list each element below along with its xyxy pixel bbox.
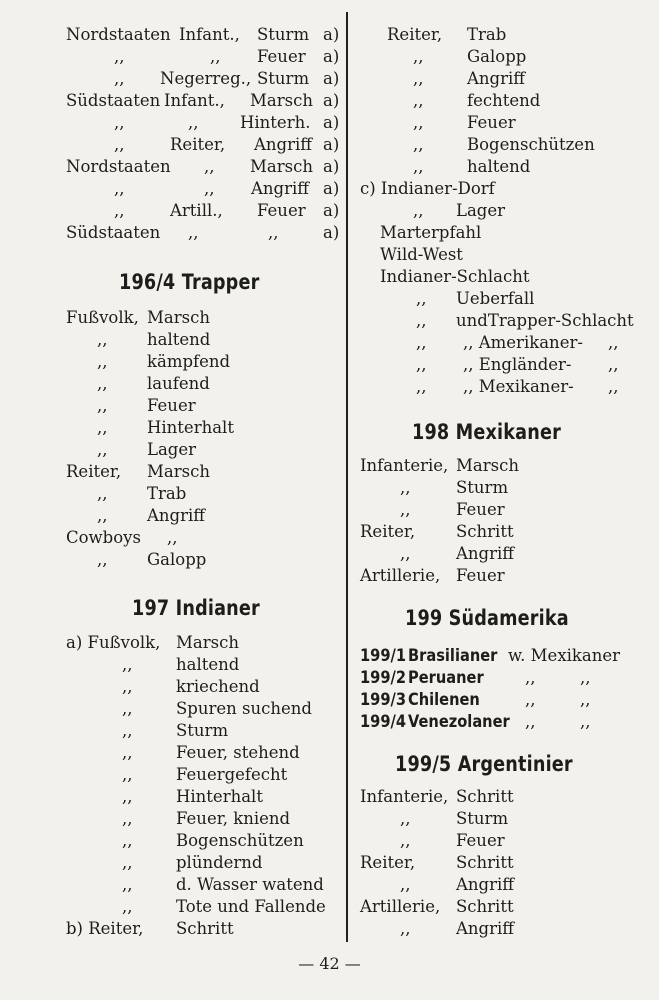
list-item: Fußvolk, Marsch [66,308,210,327]
list-item: ,, Hinterhalt [97,418,234,437]
list-item: ,, Angriff [400,919,514,938]
list-item: ,, Hinterhalt [122,787,263,806]
list-item: ,, ,, Hinterh. a) [114,113,340,132]
list-item: a) Fußvolk, Marsch [66,633,239,652]
list-item: ,, Angriff [413,69,525,88]
section-heading-indianer: 197 Indianer [132,596,260,620]
page-number: — 42 — [298,954,361,973]
list-item: ,, kriechend [122,677,260,696]
list-item: ,, haltend [122,655,240,674]
list-item: ,, Feuer, kniend [122,809,291,828]
column-divider [346,12,348,942]
list-item: ,, Angriff [400,875,514,894]
section-heading-suedamerika: 199 Südamerika [405,606,569,630]
list-item: ,, plündernd [122,853,263,872]
list-item: ,, Sturm [400,478,509,497]
list-item: ,, d. Wasser watend [122,875,324,894]
list-item: ,, Lager [413,201,506,220]
list-item: ,, haltend [413,157,531,176]
list-item: b) Reiter, Schritt [66,919,234,938]
list-item: ,, Feuer [413,113,516,132]
list-item: Infanterie, Marsch [360,456,519,475]
list-item: ,, ,, Engländer- ,, [416,355,619,374]
list-item: ,, Angriff [97,506,205,525]
list-item: ,, Sturm [400,809,509,828]
list-item: ,, haltend [97,330,211,349]
list-item: c) Indianer-Dorf [360,179,495,198]
list-item: ,, Feuer [400,500,505,519]
list-item: ,, Galopp [97,550,207,569]
list-item: ,, ,, Amerikaner- ,, [416,333,619,352]
list-item: Reiter, Marsch [66,462,210,481]
list-item: Nordstaaten Infant., Sturm a) [66,25,340,44]
list-item: ,, ,, Mexikaner- ,, [416,377,619,396]
list-item: ,, Ueberfall [416,289,535,308]
list-item: ,, Tote und Fallende [122,897,326,916]
list-item: Reiter, Schritt [360,853,514,872]
list-item: ,, Negerreg., Sturm a) [114,69,340,88]
list-item: ,, ,, Feuer a) [114,47,340,66]
list-item: ,, Reiter, Angriff a) [114,135,340,154]
list-item: Indianer-Schlacht [380,267,530,286]
list-item: ,, Feuer, stehend [122,743,300,762]
list-item: Infanterie, Schritt [360,787,514,806]
list-item: ,, Artill., Feuer a) [114,201,340,220]
list-item: 199/1 Brasilianer w. Mexikaner [360,646,621,666]
list-item: Artillerie, Feuer [360,566,505,585]
list-item: 199/3 Chilenen ,, ,, [360,690,591,710]
list-item: Wild-West [380,245,463,264]
list-item: Nordstaaten ,, Marsch a) [66,157,340,176]
list-item: ,, Trab [97,484,187,503]
list-item: Artillerie, Schritt [360,897,514,916]
list-item: ,, kämpfend [97,352,231,371]
list-item: ,, Spuren suchend [122,699,312,718]
list-item: 199/4 Venezolaner ,, ,, [360,712,591,732]
list-item: ,, Lager [97,440,197,459]
list-item: Cowboys ,, [66,528,178,547]
list-item: Südstaaten ,, ,, a) [66,223,340,242]
section-heading-argentinier: 199/5 Argentinier [395,752,573,776]
list-item: ,, Feuergefecht [122,765,288,784]
list-item: Reiter, Trab [387,25,507,44]
list-item: ,, Bogenschützen [122,831,304,850]
list-item: ,, Angriff [400,544,514,563]
list-item: ,, laufend [97,374,210,393]
list-item: ,, Feuer [97,396,196,415]
list-item: Südstaaten Infant., Marsch a) [66,91,340,110]
list-item: Marterpfahl [380,223,482,242]
list-item: ,, Sturm [122,721,229,740]
list-item: ,, Bogenschützen [413,135,595,154]
list-item: ,, undTrapper-Schlacht [416,311,634,330]
list-item: Reiter, Schritt [360,522,514,541]
list-item: ,, Galopp [413,47,527,66]
section-heading-trapper: 196/4 Trapper [119,270,260,294]
list-item: ,, ,, Angriff a) [114,179,340,198]
list-item: ,, Feuer [400,831,505,850]
list-item: 199/2 Peruaner ,, ,, [360,668,591,688]
section-heading-mexikaner: 198 Mexikaner [412,420,561,444]
list-item: ,, fechtend [413,91,541,110]
